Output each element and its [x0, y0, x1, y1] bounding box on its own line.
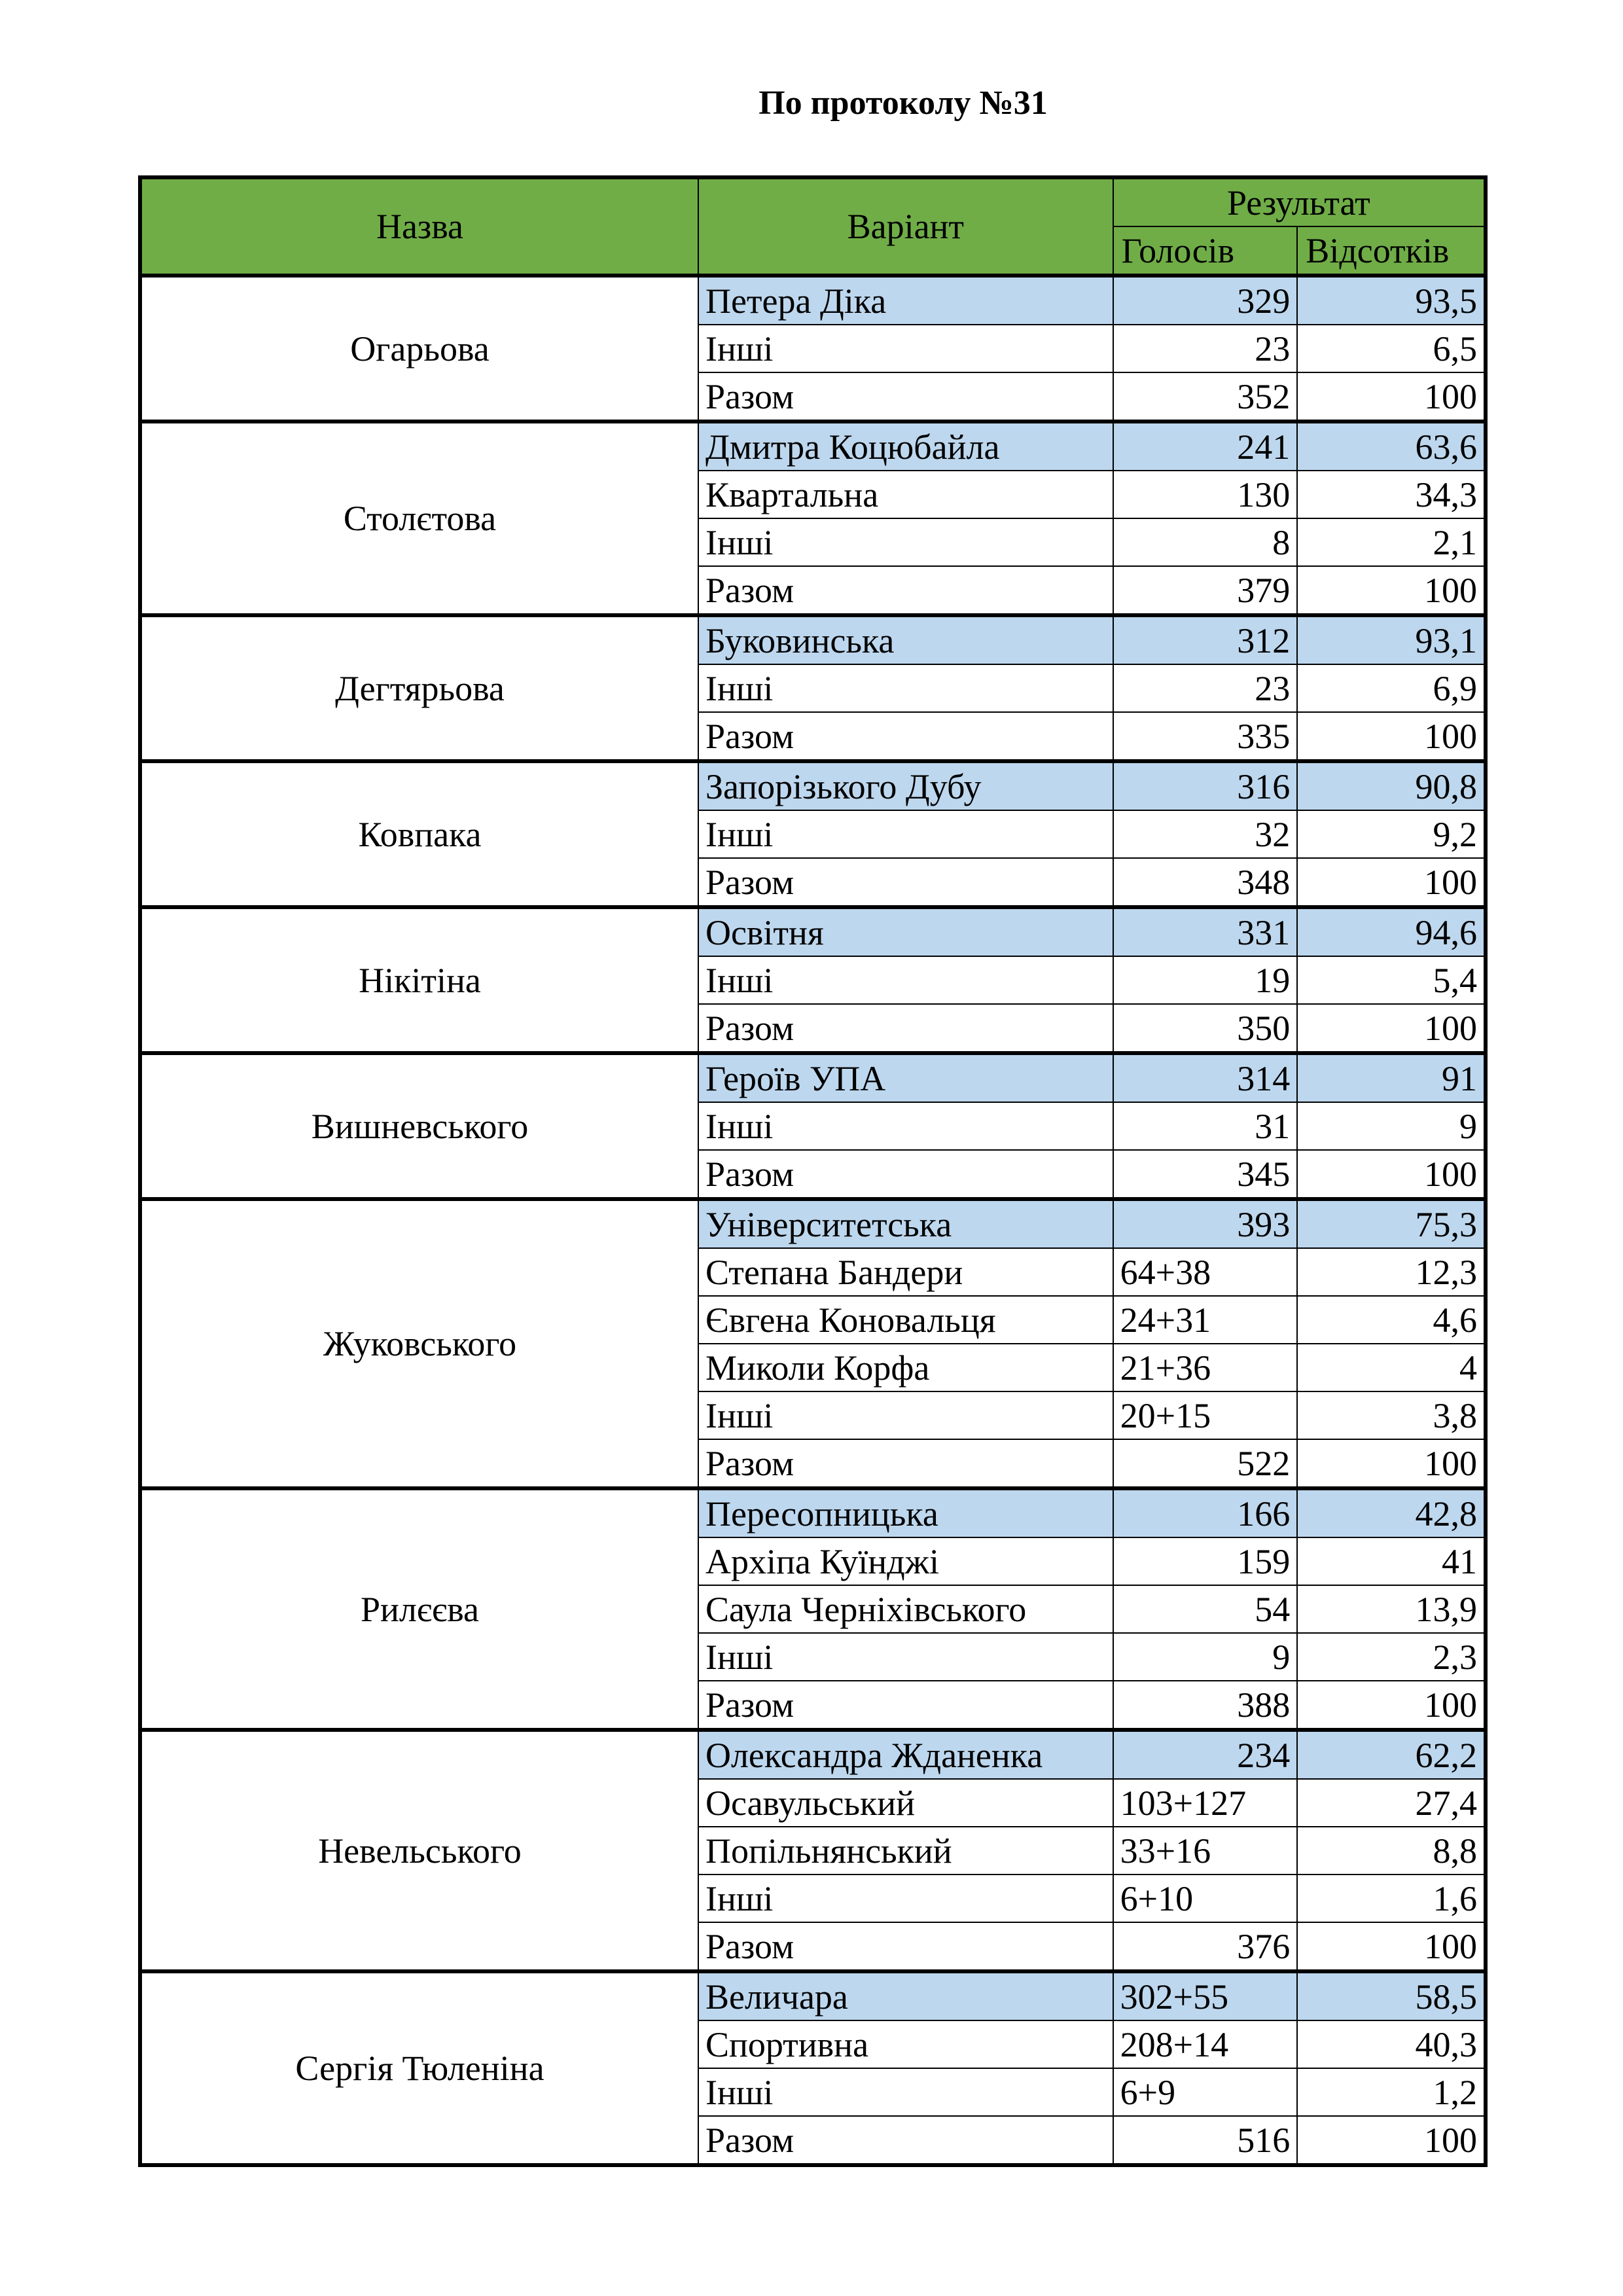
option-cell: Інші	[698, 2068, 1113, 2116]
percent-cell: 100	[1297, 1004, 1486, 1053]
votes-cell: 388	[1113, 1681, 1298, 1730]
percent-cell: 2,1	[1297, 518, 1486, 566]
option-cell: Разом	[698, 712, 1113, 761]
percent-cell: 42,8	[1297, 1488, 1486, 1537]
option-cell: Попільнянський	[698, 1827, 1113, 1874]
option-cell: Степана Бандери	[698, 1248, 1113, 1296]
votes-cell: 21+36	[1113, 1344, 1298, 1391]
votes-cell: 31	[1113, 1102, 1298, 1150]
option-cell: Запорізького Дубу	[698, 761, 1113, 810]
votes-cell: 103+127	[1113, 1779, 1298, 1827]
votes-cell: 208+14	[1113, 2020, 1298, 2068]
option-cell: Героїв УПА	[698, 1053, 1113, 1102]
percent-cell: 62,2	[1297, 1730, 1486, 1779]
votes-cell: 345	[1113, 1150, 1298, 1199]
votes-cell: 393	[1113, 1199, 1298, 1248]
option-cell: Інші	[698, 1391, 1113, 1439]
percent-cell: 2,3	[1297, 1633, 1486, 1681]
percent-cell: 3,8	[1297, 1391, 1486, 1439]
table-row	[140, 761, 1486, 810]
votes-cell: 352	[1113, 372, 1298, 422]
votes-cell: 329	[1113, 276, 1298, 325]
percent-cell: 100	[1297, 1681, 1486, 1730]
votes-cell: 516	[1113, 2116, 1298, 2165]
table-row	[140, 1488, 1486, 1537]
votes-cell: 348	[1113, 858, 1298, 907]
percent-cell: 100	[1297, 858, 1486, 907]
street-name-cell: Рилєєва	[140, 1488, 698, 1730]
votes-cell: 32	[1113, 810, 1298, 858]
option-cell: Інші	[698, 1874, 1113, 1922]
option-cell: Разом	[698, 1922, 1113, 1971]
street-name-cell: Жуковського	[140, 1199, 698, 1488]
percent-cell: 8,8	[1297, 1827, 1486, 1874]
votes-cell: 8	[1113, 518, 1298, 566]
votes-cell: 350	[1113, 1004, 1298, 1053]
votes-cell: 9	[1113, 1633, 1298, 1681]
votes-cell: 20+15	[1113, 1391, 1298, 1439]
percent-cell: 9	[1297, 1102, 1486, 1150]
percent-cell: 4,6	[1297, 1296, 1486, 1344]
option-cell: Разом	[698, 566, 1113, 615]
votes-cell: 24+31	[1113, 1296, 1298, 1344]
percent-cell: 6,5	[1297, 325, 1486, 372]
street-name-cell: Сергія Тюленіна	[140, 1971, 698, 2165]
percent-cell: 100	[1297, 1922, 1486, 1971]
option-cell: Разом	[698, 1681, 1113, 1730]
votes-cell: 312	[1113, 615, 1298, 664]
percent-cell: 100	[1297, 372, 1486, 422]
votes-cell: 159	[1113, 1537, 1298, 1585]
percent-cell: 9,2	[1297, 810, 1486, 858]
option-cell: Буковинська	[698, 615, 1113, 664]
table-header	[140, 177, 1486, 276]
option-cell: Інші	[698, 325, 1113, 372]
percent-cell: 100	[1297, 712, 1486, 761]
percent-cell: 6,9	[1297, 664, 1486, 712]
votes-cell: 23	[1113, 325, 1298, 372]
votes-cell: 316	[1113, 761, 1298, 810]
street-name-cell: Дегтярьова	[140, 615, 698, 761]
votes-cell: 54	[1113, 1585, 1298, 1633]
percent-cell: 90,8	[1297, 761, 1486, 810]
option-cell: Архіпа Куїнджі	[698, 1537, 1113, 1585]
document-title: По протоколу №31	[758, 84, 1048, 122]
header-votes: Голосів	[1113, 226, 1298, 276]
percent-cell: 58,5	[1297, 1971, 1486, 2020]
table-row	[140, 1730, 1486, 1779]
option-cell: Олександра Жданенка	[698, 1730, 1113, 1779]
votes-cell: 166	[1113, 1488, 1298, 1537]
option-cell: Інші	[698, 664, 1113, 712]
option-cell: Євгена Коновальця	[698, 1296, 1113, 1344]
option-cell: Інші	[698, 1102, 1113, 1150]
option-cell: Спортивна	[698, 2020, 1113, 2068]
percent-cell: 94,6	[1297, 907, 1486, 956]
header-option: Варіант	[698, 177, 1113, 276]
option-cell: Інші	[698, 956, 1113, 1004]
percent-cell: 1,6	[1297, 1874, 1486, 1922]
option-cell: Осавульський	[698, 1779, 1113, 1827]
votes-cell: 19	[1113, 956, 1298, 1004]
table-row	[140, 276, 1486, 325]
percent-cell: 1,2	[1297, 2068, 1486, 2116]
table-row	[140, 615, 1486, 664]
votes-cell: 335	[1113, 712, 1298, 761]
percent-cell: 40,3	[1297, 2020, 1486, 2068]
votes-cell: 379	[1113, 566, 1298, 615]
percent-cell: 27,4	[1297, 1779, 1486, 1827]
percent-cell: 12,3	[1297, 1248, 1486, 1296]
percent-cell: 100	[1297, 2116, 1486, 2165]
option-cell: Пересопницька	[698, 1488, 1113, 1537]
street-name-cell: Столєтова	[140, 422, 698, 615]
percent-cell: 63,6	[1297, 422, 1486, 471]
percent-cell: 93,1	[1297, 615, 1486, 664]
street-name-cell: Нікітіна	[140, 907, 698, 1053]
percent-cell: 100	[1297, 566, 1486, 615]
option-cell: Освітня	[698, 907, 1113, 956]
votes-cell: 241	[1113, 422, 1298, 471]
percent-cell: 13,9	[1297, 1585, 1486, 1633]
table-row	[140, 422, 1486, 471]
option-cell: Миколи Корфа	[698, 1344, 1113, 1391]
table-row	[140, 907, 1486, 956]
option-cell: Величара	[698, 1971, 1113, 2020]
street-name-cell: Огарьова	[140, 276, 698, 422]
votes-cell: 522	[1113, 1439, 1298, 1488]
percent-cell: 41	[1297, 1537, 1486, 1585]
option-cell: Саула Черніхівського	[698, 1585, 1113, 1633]
option-cell: Петера Діка	[698, 276, 1113, 325]
option-cell: Разом	[698, 1004, 1113, 1053]
votes-cell: 130	[1113, 471, 1298, 518]
header-percent: Відсотків	[1297, 226, 1486, 276]
votes-cell: 314	[1113, 1053, 1298, 1102]
street-name-cell: Невельського	[140, 1730, 698, 1971]
votes-cell: 23	[1113, 664, 1298, 712]
option-cell: Дмитра Коцюбайла	[698, 422, 1113, 471]
percent-cell: 5,4	[1297, 956, 1486, 1004]
results-table	[138, 175, 1488, 2167]
votes-cell: 302+55	[1113, 1971, 1298, 2020]
header-result: Результат	[1113, 177, 1486, 226]
option-cell: Квартальна	[698, 471, 1113, 518]
option-cell: Інші	[698, 810, 1113, 858]
table-row	[140, 1971, 1486, 2020]
percent-cell: 100	[1297, 1439, 1486, 1488]
percent-cell: 4	[1297, 1344, 1486, 1391]
option-cell: Разом	[698, 372, 1113, 422]
percent-cell: 100	[1297, 1150, 1486, 1199]
header-name: Назва	[140, 177, 698, 276]
option-cell: Інші	[698, 1633, 1113, 1681]
option-cell: Разом	[698, 1439, 1113, 1488]
votes-cell: 64+38	[1113, 1248, 1298, 1296]
option-cell: Університетська	[698, 1199, 1113, 1248]
street-name-cell: Вишневського	[140, 1053, 698, 1199]
percent-cell: 91	[1297, 1053, 1486, 1102]
votes-cell: 331	[1113, 907, 1298, 956]
percent-cell: 93,5	[1297, 276, 1486, 325]
votes-cell: 6+9	[1113, 2068, 1298, 2116]
table-row	[140, 1199, 1486, 1248]
percent-cell: 75,3	[1297, 1199, 1486, 1248]
option-cell: Разом	[698, 2116, 1113, 2165]
percent-cell: 34,3	[1297, 471, 1486, 518]
votes-cell: 33+16	[1113, 1827, 1298, 1874]
option-cell: Інші	[698, 518, 1113, 566]
table-row	[140, 1053, 1486, 1102]
votes-cell: 234	[1113, 1730, 1298, 1779]
option-cell: Разом	[698, 858, 1113, 907]
table-body	[140, 276, 1486, 2165]
street-name-cell: Ковпака	[140, 761, 698, 907]
votes-cell: 6+10	[1113, 1874, 1298, 1922]
votes-cell: 376	[1113, 1922, 1298, 1971]
option-cell: Разом	[698, 1150, 1113, 1199]
